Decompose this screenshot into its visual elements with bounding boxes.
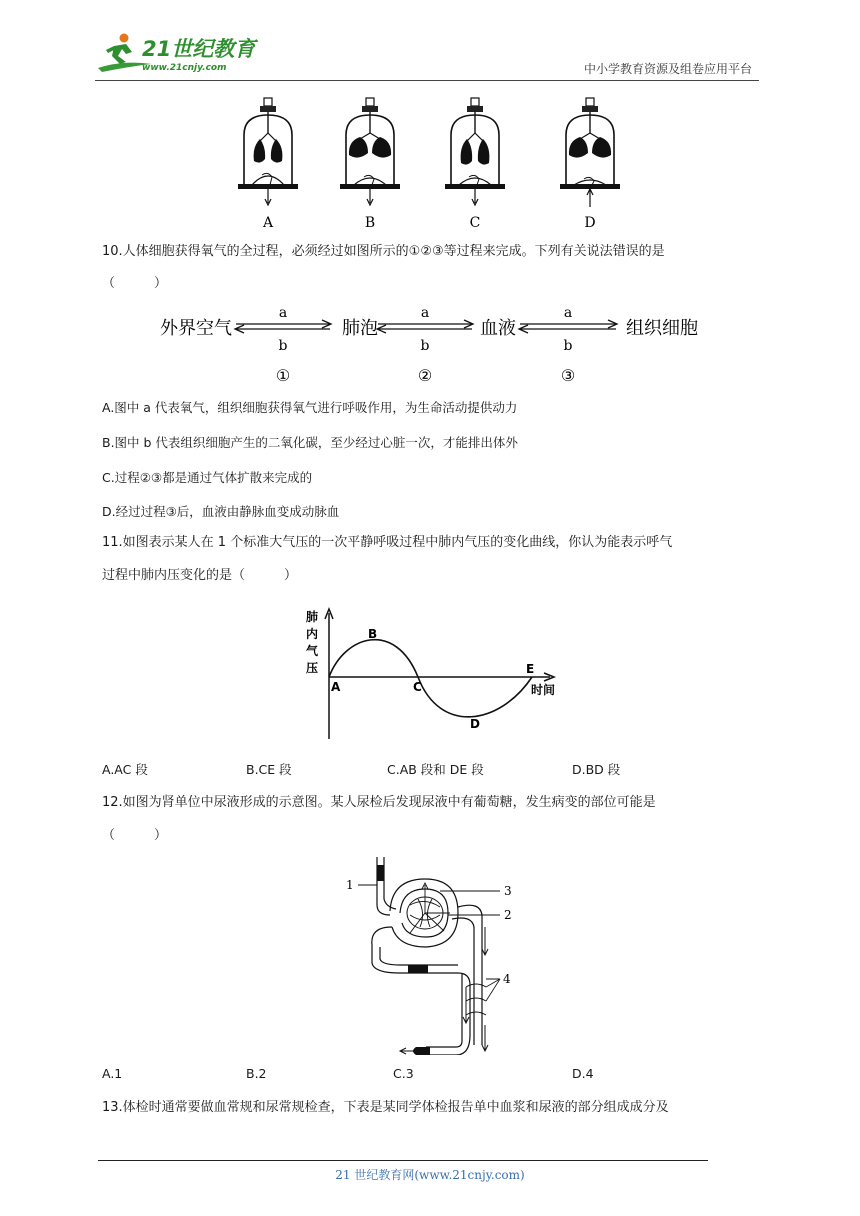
footer-divider (98, 1160, 708, 1161)
q10-option-b: B.图中 b 代表组织细胞产生的二氧化碳，至少经过心脏一次，才能排出体外 (102, 435, 518, 450)
flow-node-alveoli: 肺泡 (342, 318, 378, 339)
svg-text:气: 气 (306, 644, 319, 658)
bell-jar-figure (230, 95, 630, 235)
pressure-curve (329, 640, 535, 717)
svg-text:压: 压 (306, 661, 319, 675)
jar-label: A (262, 215, 274, 231)
flow-arrow-pair-3 (519, 305, 617, 385)
footer-site-link[interactable]: 21 世纪教育网(www.21cnjy.com) (335, 1168, 525, 1182)
runner-logo-icon (92, 30, 262, 80)
svg-text:a: a (563, 305, 573, 321)
jar-label: B (364, 215, 376, 231)
logo-text: 21世纪教育 (142, 37, 256, 61)
q11-stem-line2: 过程中肺内压变化的是（ ） (102, 568, 298, 583)
q10-stem-line1: 10.人体细胞获得氧气的全过程，必须经过如图所示的①②③等过程来完成。下列有关说法错误的是 (102, 244, 665, 259)
nephron-diagram (340, 855, 530, 1055)
flow-node-tissue-cells: 组织细胞 (626, 318, 698, 339)
flow-arrow-pair-1 (235, 305, 331, 385)
svg-text:肺: 肺 (306, 610, 319, 624)
jar-label: C (469, 215, 481, 231)
flow-node-outside-air: 外界空气 (160, 318, 232, 339)
bell-jar-b (340, 98, 400, 231)
header-divider (95, 80, 759, 81)
flow-step-2: ② (417, 366, 433, 385)
label-3: 3 (504, 884, 512, 898)
flow-step-1: ① (275, 366, 291, 385)
jar-label: D (584, 215, 596, 231)
q12-stem-line2: （ ） (102, 828, 168, 843)
q11-option-a: A.AC 段 (102, 762, 148, 777)
q11-option-c: C.AB 段和 DE 段 (387, 762, 484, 777)
point-b: B (368, 627, 378, 641)
site-logo (92, 30, 262, 80)
platform-name: 中小学教育资源及组卷应用平台 (583, 62, 752, 76)
flow-step-3: ③ (560, 366, 576, 385)
flow-arrow-pair-2 (377, 305, 473, 385)
svg-text:a: a (278, 305, 288, 321)
q10-stem-line2: （ ） (102, 276, 168, 291)
point-a: A (331, 680, 341, 694)
bell-jar-d (560, 98, 620, 231)
svg-text:b: b (278, 338, 288, 354)
q11-option-b: B.CE 段 (246, 762, 292, 777)
q12-option-d: D.4 (572, 1066, 594, 1081)
q10-option-d: D.经过过程③后，血液由静脉血变成动脉血 (102, 504, 340, 519)
q12-option-a: A.1 (102, 1066, 123, 1081)
point-c: C (413, 680, 422, 694)
svg-text:b: b (563, 338, 573, 354)
x-axis-label: 时间 (531, 683, 556, 697)
point-d: D (470, 717, 480, 731)
bell-jar-c (445, 98, 505, 231)
q13-stem-line1: 13.体检时通常要做血常规和尿常规检查，下表是某同学体检报告单中血浆和尿液的部分组成成分及 (102, 1100, 669, 1115)
flow-node-blood: 血液 (480, 318, 516, 339)
q12-option-b: B.2 (246, 1066, 267, 1081)
point-e: E (526, 662, 535, 676)
bell-jar-a (238, 98, 298, 231)
q11-stem-line1: 11.如图表示某人在 1 个标准大气压的一次平静呼吸过程中肺内气压的变化曲线，你认为能表示呼气 (102, 535, 673, 550)
svg-text:b: b (420, 338, 430, 354)
lung-pressure-curve-chart (300, 605, 570, 745)
svg-text:内: 内 (306, 627, 319, 641)
label-2: 2 (504, 908, 512, 922)
svg-text:a: a (420, 305, 430, 321)
logo-url: www.21cnjy.com (142, 63, 227, 73)
label-1: 1 (346, 878, 354, 892)
gas-exchange-flow-diagram (150, 300, 720, 390)
q10-option-a: A.图中 a 代表氧气，组织细胞获得氧气进行呼吸作用，为生命活动提供动力 (102, 400, 518, 415)
q12-stem-line1: 12.如图为肾单位中尿液形成的示意图。某人尿检后发现尿液中有葡萄糖，发生病变的部位可能是 (102, 795, 656, 810)
q10-option-c: C.过程②③都是通过气体扩散来完成的 (102, 470, 313, 485)
q11-option-d: D.BD 段 (572, 762, 621, 777)
q12-option-c: C.3 (393, 1066, 414, 1081)
label-4: 4 (503, 972, 511, 986)
